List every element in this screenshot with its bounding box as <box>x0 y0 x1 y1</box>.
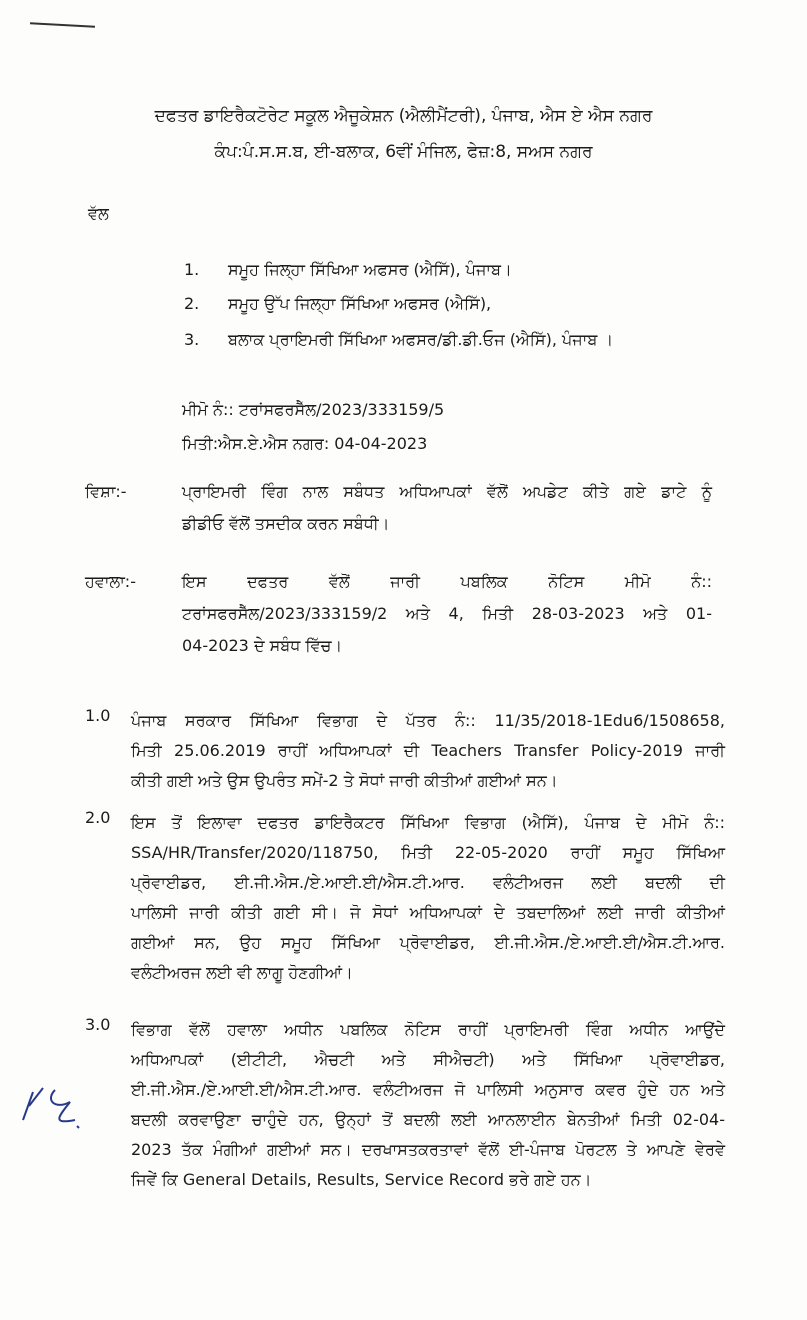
handwritten-initials <box>15 1080 105 1140</box>
subject-line: ਡੀਡੀਓ ਵੱਲੋਂ ਤਸਦੀਕ ਕਰਨ ਸਬੰਧੀ। <box>182 514 390 533</box>
subject-line: ਪ੍ਰਾਇਮਰੀ ਵਿੰਗ ਨਾਲ ਸਬੰਧਤ ਅਧਿਆਪਕਾਂ ਵੱਲੋਂ ਅਪਡੇਟ ਕੀਤੇ ਗਏ ਡਾਟੇ ਨੂੰ <box>182 482 712 501</box>
subject-label: ਵਿਸ਼ਾ:- <box>85 482 127 501</box>
memo-date: ਮਿਤੀ:ਐਸ.ਏ.ਐਸ ਨਗਰ: 04-04-2023 <box>182 434 428 453</box>
reference-text <box>182 566 712 662</box>
paragraph-line: ਪ੍ਰੋਵਾਈਡਰ, ਈ.ਜੀ.ਐਸ./ਏ.ਆਈ.ਈ/ਐਸ.ਟੀ.ਆਰ. ਵਲੰਟੀਅਰਜ ਲਈ ਬਦਲੀ ਦੀ <box>131 873 725 892</box>
office-header-line2: ਕੰਪ:ਪੰ.ਸ.ਸ.ਬ, ਈ-ਬਲਾਕ, 6ਵੀਂ ਮੰਜਿਲ, ਫੇਜ਼:8, ਸਅਸ ਨਗਰ <box>214 142 593 162</box>
recipient-item: ਸਮੂਹ ਜਿਲ੍ਹਾ ਸਿੱਖਿਆ ਅਫਸਰ (ਐਸਿੱ), ਪੰਜਾਬ। <box>228 260 512 279</box>
recipient-number: 3. <box>184 330 200 349</box>
paragraph-line: ਮਿਤੀ 25.06.2019 ਰਾਹੀਂ ਅਧਿਆਪਕਾਂ ਦੀ Teachers Transfer Policy-2019 ਜਾਰੀ <box>131 741 725 760</box>
reference-line: ਟਰਾਂਸਫਰਸੈੱਲ/2023/333159/2 ਅਤੇ 4, ਮਿਤੀ 28-03-2023 ਅਤੇ 01- <box>182 604 712 623</box>
reference-line: ਇਸ ਦਫਤਰ ਵੱਲੋਂ ਜਾਰੀ ਪਬਲਿਕ ਨੋਟਿਸ ਮੀਮੋ ਨੰ:: <box>182 572 712 591</box>
paragraph-number: 1.0 <box>85 706 111 725</box>
paragraph-line: ਇਸ ਤੋਂ ਇਲਾਵਾ ਦਫਤਰ ਡਾਇਰੈਕਟਰ ਸਿੱਖਿਆ ਵਿਭਾਗ (ਐਸਿੱ), ਪੰਜਾਬ ਦੇ ਮੀਮੋ ਨੰ:: <box>131 813 725 832</box>
reference-line: 04-2023 ਦੇ ਸਬੰਧ ਵਿੱਚ। <box>182 636 343 655</box>
paragraph-line: ਜਿਵੇਂ ਕਿ General Details, Results, Service Record ਭਰੇ ਗਏ ਹਨ। <box>131 1170 592 1189</box>
paragraph-line: ਵਿਭਾਗ ਵੱਲੋਂ ਹਵਾਲਾ ਅਧੀਨ ਪਬਲਿਕ ਨੋਟਿਸ ਰਾਹੀਂ ਪ੍ਰਾਇਮਰੀ ਵਿੰਗ ਅਧੀਨ ਆਉਂਦੇ <box>131 1020 725 1039</box>
paragraph-number: 2.0 <box>85 808 111 827</box>
recipient-number: 2. <box>184 294 200 313</box>
memo-number: ਮੀਮੋ ਨੰ:: ਟਰਾਂਸਫਰਸੈੱਲ/2023/333159/5 <box>182 400 445 419</box>
paragraph-line: ਗਈਆਂ ਸਨ, ਉਹ ਸਮੂਹ ਸਿੱਖਿਆ ਪ੍ਰੋਵਾਈਡਰ, ਈ.ਜੀ.ਐਸ./ਏ.ਆਈ.ਈ/ਐਸ.ਟੀ.ਆਰ. <box>131 933 725 952</box>
pen-mark <box>30 22 95 27</box>
recipient-number: 1. <box>184 260 200 279</box>
subject-text <box>182 476 712 540</box>
paragraph-line: ਬਦਲੀ ਕਰਵਾਉਣਾ ਚਾਹੁੰਦੇ ਹਨ, ਉਨ੍ਹਾਂ ਤੋਂ ਬਦਲੀ ਲਈ ਆਨਲਾਈਨ ਬੇਨਤੀਆਂ ਮਿਤੀ 02-04- <box>131 1110 725 1129</box>
paragraph-line: ਕੀਤੀ ਗਈ ਅਤੇ ਉਸ ਉਪਰੰਤ ਸਮੇਂ-2 ਤੇ ਸੋਧਾਂ ਜਾਰੀ ਕੀਤੀਆਂ ਗਈਆਂ ਸਨ। <box>131 771 558 790</box>
paragraph-line: SSA/HR/Transfer/2020/118750, ਮਿਤੀ 22-05-2020 ਰਾਹੀਂ ਸਮੂਹ ਸਿੱਖਿਆ <box>131 843 725 862</box>
to-label: ਵੱਲ <box>88 204 109 223</box>
paragraph-line: ਵਲੰਟੀਅਰਜ ਲਈ ਵੀ ਲਾਗੂ ਹੋਣਗੀਆਂ। <box>131 963 353 982</box>
paragraph-line: ਈ.ਜੀ.ਐਸ./ਏ.ਆਈ.ਈ/ਐਸ.ਟੀ.ਆਰ. ਵਲੰਟੀਅਰਜ ਜੋ ਪਾਲਿਸੀ ਅਨੁਸਾਰ ਕਵਰ ਹੁੰਦੇ ਹਨ ਅਤੇ <box>131 1080 725 1099</box>
paragraph-line: ਅਧਿਆਪਕਾਂ (ਈਟੀਟੀ, ਐਚਟੀ ਅਤੇ ਸੀਐਚਟੀ) ਅਤੇ ਸਿੱਖਿਆ ਪ੍ਰੋਵਾਈਡਰ, <box>131 1050 725 1069</box>
office-header-line1: ਦਫਤਰ ਡਾਇਰੈਕਟੋਰੇਟ ਸਕੂਲ ਐਜੂਕੇਸ਼ਨ (ਐਲੀਮੈਂਟਰੀ), ਪੰਜਾਬ, ਐਸ ਏ ਐਸ ਨਗਰ <box>154 106 653 126</box>
paragraph-line: ਪੰਜਾਬ ਸਰਕਾਰ ਸਿੱਖਿਆ ਵਿਭਾਗ ਦੇ ਪੱਤਰ ਨੰ:: 11/35/2018-1Edu6/1508658, <box>131 711 725 730</box>
paragraph-number: 3.0 <box>85 1015 111 1034</box>
recipient-item: ਬਲਾਕ ਪ੍ਰਾਇਮਰੀ ਸਿੱਖਿਆ ਅਫਸਰ/ਡੀ.ਡੀ.ਓਜ (ਐਸਿੱ), ਪੰਜਾਬ । <box>228 330 614 349</box>
recipient-item: ਸਮੂਹ ਉੱਪ ਜਿਲ੍ਹਾ ਸਿੱਖਿਆ ਅਫਸਰ (ਐਸਿੱ), <box>228 294 492 313</box>
paragraph-line: 2023 ਤੱਕ ਮੰਗੀਆਂ ਗਈਆਂ ਸਨ। ਦਰਖਾਸਤਕਰਤਾਵਾਂ ਵੱਲੋਂ ਈ-ਪੰਜਾਬ ਪੋਰਟਲ ਤੇ ਆਪਣੇ ਵੇਰਵੇ <box>131 1140 725 1159</box>
reference-label: ਹਵਾਲਾ:- <box>85 572 136 591</box>
paragraph-line: ਪਾਲਿਸੀ ਜਾਰੀ ਕੀਤੀ ਗਈ ਸੀ। ਜੋ ਸੋਧਾਂ ਅਧਿਆਪਕਾਂ ਦੇ ਤਬਦਾਲਿਆਂ ਲਈ ਜਾਰੀ ਕੀਤੀਆਂ <box>131 903 725 922</box>
